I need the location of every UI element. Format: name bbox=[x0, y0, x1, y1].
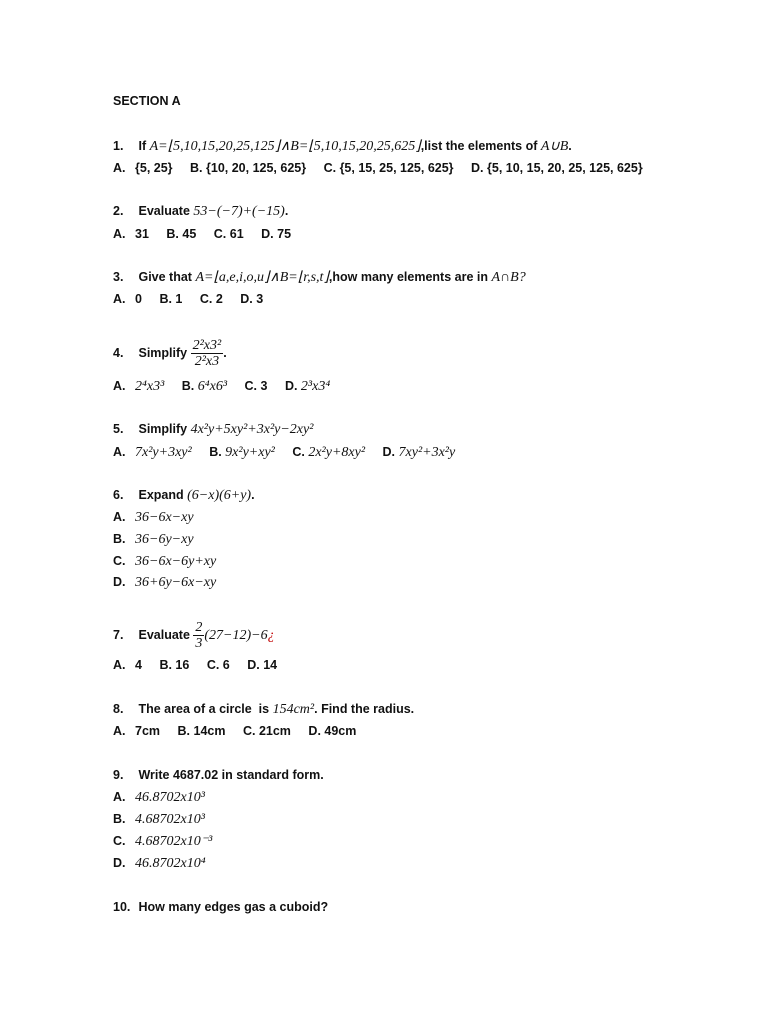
question-7-stem bbox=[113, 613, 275, 658]
question-end: . bbox=[284, 204, 289, 218]
question-text: Simplify bbox=[138, 346, 188, 360]
option-letter: B. bbox=[159, 658, 172, 672]
question-6-option-a bbox=[113, 508, 194, 527]
fraction-numerator: 2²x3² bbox=[192, 338, 222, 354]
option-letter: C. bbox=[199, 292, 213, 306]
question-text: ,list the elements of bbox=[420, 139, 538, 153]
option-b: 45 bbox=[182, 227, 197, 241]
option-letter: C. bbox=[113, 834, 126, 848]
option-b: 4.68702x10³ bbox=[135, 812, 205, 827]
question-1-stem bbox=[113, 137, 572, 156]
option-a: 0 bbox=[135, 292, 142, 306]
option-b: 16 bbox=[175, 658, 190, 672]
question-6-option-d bbox=[113, 573, 216, 592]
question-10-stem bbox=[113, 898, 328, 916]
option-a: 46.8702x10³ bbox=[135, 790, 205, 805]
fraction-numerator: 2 bbox=[195, 620, 203, 636]
option-c: 36−6x−6y+xy bbox=[135, 554, 217, 569]
option-c: 3 bbox=[260, 379, 268, 393]
option-a: 36−6x−xy bbox=[135, 510, 194, 525]
question-number: 10. bbox=[113, 900, 131, 914]
option-letter: C. bbox=[323, 161, 337, 175]
option-letter: C. bbox=[213, 227, 227, 241]
question-text: Write 4687.02 in standard form. bbox=[138, 768, 324, 782]
option-c: 2 bbox=[215, 292, 223, 306]
option-b: 9x²y+xy² bbox=[225, 445, 275, 460]
option-a: 2⁴x3³ bbox=[135, 379, 165, 394]
option-letter: D. bbox=[113, 856, 126, 870]
option-letter: A. bbox=[113, 790, 126, 804]
option-d: 7xy²+3x²y bbox=[398, 445, 456, 460]
option-c: 4.68702x10⁻³ bbox=[135, 834, 213, 849]
option-letter: D. bbox=[240, 292, 253, 306]
option-letter: D. bbox=[247, 658, 260, 672]
question-math: A∩B? bbox=[491, 270, 526, 285]
question-8-stem bbox=[113, 700, 414, 719]
option-c: 21cm bbox=[258, 724, 291, 738]
question-number: 3. bbox=[113, 270, 124, 284]
option-letter: D. bbox=[382, 445, 396, 459]
question-math: A=⌊5,10,15,20,25,125⌋∧B=⌊5,10,15,20,25,625⌋ bbox=[149, 139, 421, 154]
question-3-stem bbox=[113, 268, 526, 287]
option-b: 1 bbox=[175, 292, 183, 306]
option-a: 7cm bbox=[135, 724, 161, 738]
option-d: 14 bbox=[263, 658, 278, 672]
option-letter: C. bbox=[113, 554, 126, 568]
section-title: SECTION A bbox=[113, 94, 181, 108]
question-end: . bbox=[251, 488, 255, 502]
question-4-options bbox=[113, 377, 330, 396]
question-number: 8. bbox=[113, 702, 124, 716]
option-a: {5, 25} bbox=[135, 161, 173, 175]
option-letter: C. bbox=[206, 658, 220, 672]
question-9-option-d bbox=[113, 854, 206, 873]
question-9-stem bbox=[113, 766, 324, 784]
option-letter: A. bbox=[113, 724, 126, 738]
option-c: {5, 15, 25, 125, 625} bbox=[339, 161, 454, 175]
option-letter: B. bbox=[166, 227, 179, 241]
question-number: 4. bbox=[113, 346, 124, 360]
option-b: 36−6y−xy bbox=[135, 532, 194, 547]
fraction bbox=[193, 620, 204, 651]
question-5-stem bbox=[113, 420, 313, 439]
question-number: 1. bbox=[113, 139, 124, 153]
question-9-option-a bbox=[113, 788, 205, 807]
option-b: 14cm bbox=[193, 724, 226, 738]
question-math: A∪B bbox=[540, 139, 569, 154]
option-d: 2³x3⁴ bbox=[300, 379, 331, 394]
option-letter: B. bbox=[113, 812, 126, 826]
question-text: . Find the radius. bbox=[314, 702, 415, 716]
question-end: . bbox=[223, 346, 227, 360]
option-letter: D. bbox=[471, 161, 484, 175]
question-math: 53−(−7)+(−15) bbox=[193, 204, 285, 219]
question-2-stem bbox=[113, 202, 288, 221]
question-2-options bbox=[113, 225, 291, 243]
option-a: 7x²y+3xy² bbox=[135, 445, 192, 460]
question-text: Evaluate bbox=[138, 628, 190, 642]
option-c: 61 bbox=[229, 227, 244, 241]
option-a: 4 bbox=[135, 658, 142, 672]
question-9-option-b bbox=[113, 810, 205, 829]
question-9-option-c bbox=[113, 832, 212, 851]
option-letter: A. bbox=[113, 161, 126, 175]
question-text: If bbox=[138, 139, 147, 153]
question-number: 9. bbox=[113, 768, 124, 782]
question-math: (27−12)−6 bbox=[204, 628, 268, 643]
option-letter: C. bbox=[292, 445, 305, 459]
option-letter: A. bbox=[113, 379, 126, 393]
question-text: How many edges gas a cuboid? bbox=[138, 900, 329, 914]
question-number: 5. bbox=[113, 422, 124, 436]
option-letter: B. bbox=[190, 161, 203, 175]
question-number: 7. bbox=[113, 628, 124, 642]
option-c: 6 bbox=[222, 658, 230, 672]
option-letter: D. bbox=[308, 724, 321, 738]
question-1-options bbox=[113, 159, 643, 177]
option-letter: A. bbox=[113, 227, 126, 241]
option-letter: C. bbox=[242, 724, 256, 738]
option-letter: B. bbox=[181, 379, 195, 393]
option-b: {10, 20, 125, 625} bbox=[206, 161, 307, 175]
question-number: 2. bbox=[113, 204, 124, 218]
question-5-options bbox=[113, 443, 455, 462]
option-letter: A. bbox=[113, 658, 126, 672]
question-text: ,how many elements are in bbox=[328, 270, 488, 284]
option-d: 49cm bbox=[324, 724, 357, 738]
question-6-option-c bbox=[113, 552, 216, 571]
option-letter: A. bbox=[113, 292, 126, 306]
question-text: The area of a circle is bbox=[138, 702, 270, 716]
option-d: 46.8702x10⁴ bbox=[135, 856, 206, 871]
option-letter: C. bbox=[244, 379, 258, 393]
question-text: Give that bbox=[138, 270, 192, 284]
question-6-option-b bbox=[113, 530, 194, 549]
option-letter: D. bbox=[113, 575, 126, 589]
question-3-options bbox=[113, 290, 263, 308]
option-d: 3 bbox=[256, 292, 264, 306]
question-math: (6−x)(6+y) bbox=[187, 488, 252, 503]
option-letter: D. bbox=[261, 227, 274, 241]
option-letter: B. bbox=[113, 532, 126, 546]
question-7-options bbox=[113, 656, 277, 674]
fraction bbox=[191, 338, 227, 370]
option-letter: A. bbox=[113, 445, 126, 459]
option-a: 31 bbox=[135, 227, 149, 241]
option-letter: B. bbox=[159, 292, 172, 306]
question-6-stem bbox=[113, 486, 255, 505]
option-d: 36+6y−6x−xy bbox=[135, 575, 217, 590]
fraction-denominator: 3 bbox=[195, 636, 203, 652]
option-c: 2x²y+8xy² bbox=[308, 445, 366, 460]
option-letter: A. bbox=[113, 510, 126, 524]
question-number: 6. bbox=[113, 488, 124, 502]
option-b: 6⁴x6³ bbox=[197, 379, 228, 394]
option-d: 75 bbox=[277, 227, 292, 241]
question-math: 154cm² bbox=[272, 702, 315, 717]
fraction-denominator: 2²x3 bbox=[194, 354, 220, 370]
question-8-options bbox=[113, 722, 356, 740]
question-math: A=⌊a,e,i,o,u⌋∧B=⌊r,s,t⌋ bbox=[195, 270, 329, 285]
question-end: . bbox=[568, 139, 572, 153]
question-math: 4x²y+5xy²+3x²y−2xy² bbox=[190, 422, 314, 437]
option-d: {5, 10, 15, 20, 25, 125, 625} bbox=[487, 161, 643, 175]
option-letter: B. bbox=[177, 724, 191, 738]
question-4-stem bbox=[113, 331, 227, 375]
question-text: Evaluate bbox=[138, 204, 190, 218]
stray-character: ¿ bbox=[267, 628, 275, 643]
option-letter: B. bbox=[209, 445, 222, 459]
option-letter: D. bbox=[284, 379, 298, 393]
question-text: Expand bbox=[138, 488, 184, 502]
question-text: Simplify bbox=[138, 422, 188, 436]
